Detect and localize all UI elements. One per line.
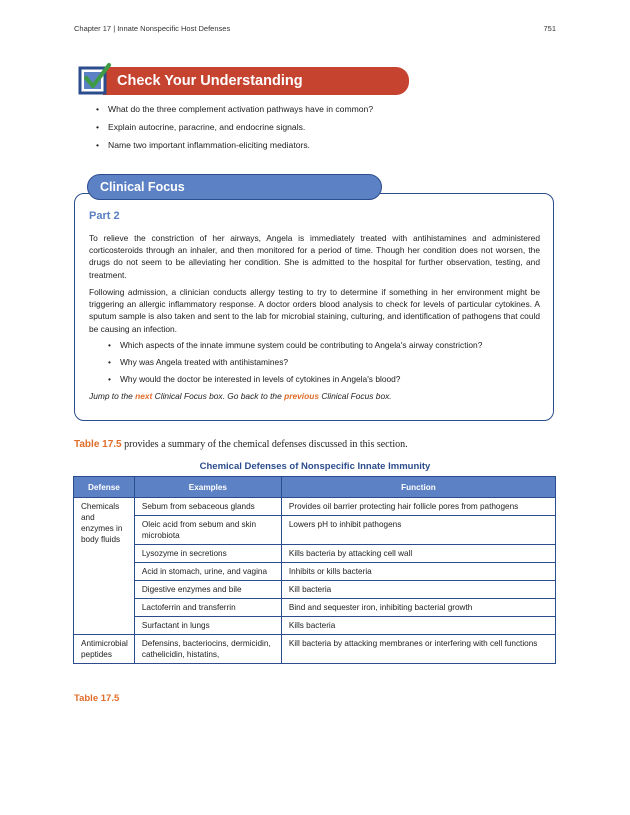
example-cell: Defensins, bacteriocins, dermicidin, cathelicidin, histatins, [134, 635, 281, 664]
table-row [74, 635, 556, 664]
clinical-focus-paragraph: Following admission, a clinician conducts allergy testing to try to determine if something in her environment might be triggering an allergic inflammatory response. A doctor orders blood analysis to check for levels of particular cytokines. A sputum sample is also taken and sent to the lab for microbial staining, culturing, and identification of pathogens that could be causing an infection. [89, 287, 540, 334]
table-reference-link[interactable]: Table 17.5 [74, 439, 122, 450]
list-item: • What do the three complement activation pathways have in common? [96, 104, 373, 122]
previous-link[interactable]: previous [284, 391, 319, 401]
table-row [74, 617, 556, 635]
check-understanding-list [96, 104, 373, 158]
checkbox-checkmark-icon [78, 62, 112, 96]
example-cell: Lactoferrin and transferrin [134, 599, 281, 617]
function-cell: Kills bacteria by attacking cell wall [281, 545, 555, 563]
example-cell: Surfactant in lungs [134, 617, 281, 635]
example-cell: Acid in stomach, urine, and vagina [134, 563, 281, 581]
column-header-defense: Defense [74, 477, 135, 498]
check-understanding-title: Check Your Understanding [117, 73, 303, 89]
table-row [74, 599, 556, 617]
function-cell: Bind and sequester iron, inhibiting bacterial growth [281, 599, 555, 617]
list-item: • Explain autocrine, paracrine, and endocrine signals. [96, 122, 373, 140]
function-cell: Kills bacteria [281, 617, 555, 635]
table-row [74, 563, 556, 581]
list-item: • Name two important inflammation-eliciting mediators. [96, 140, 373, 158]
table-header-row [74, 477, 556, 498]
column-header-examples: Examples [134, 477, 281, 498]
clinical-focus-navigation [89, 391, 392, 401]
defense-cell: Chemicals and enzymes in body fluids [74, 498, 135, 635]
jump-text: Jump to the [89, 391, 136, 401]
example-cell: Oleic acid from sebum and skin microbiota [134, 516, 281, 545]
example-cell: Digestive enzymes and bile [134, 581, 281, 599]
list-item: • Which aspects of the innate immune system could be contributing to Angela's airway constriction? [108, 340, 482, 357]
page-header [74, 24, 556, 33]
function-cell: Lowers pH to inhibit pathogens [281, 516, 555, 545]
table-intro [74, 439, 408, 450]
jump-text: Clinical Focus box. [319, 391, 392, 401]
list-item: • Why was Angela treated with antihistamines? [108, 357, 482, 374]
function-cell: Inhibits or kills bacteria [281, 563, 555, 581]
clinical-focus-title: Clinical Focus [100, 180, 185, 194]
table-row [74, 498, 556, 516]
table-row [74, 545, 556, 563]
example-cell: Lysozyme in secretions [134, 545, 281, 563]
table-intro-text: provides a summary of the chemical defenses discussed in this section. [121, 439, 408, 450]
column-header-function: Function [281, 477, 555, 498]
page-number: 751 [543, 24, 556, 33]
chemical-defenses-table [73, 476, 556, 664]
jump-text: Clinical Focus box. Go back to the [152, 391, 285, 401]
clinical-focus-part: Part 2 [89, 210, 120, 222]
table-caption: Table 17.5 [74, 693, 120, 704]
clinical-focus-paragraph: To relieve the constriction of her airways, Angela is immediately treated with antihistamines and administered corticosteroids through an inhaler, and then monitored for a period of time. Though her condition does not worsen, the drugs do not seem to be alleviating her condition. She is admitted to the hospital for further observation, testing, and treatment. [89, 233, 540, 280]
next-link[interactable]: next [135, 391, 153, 401]
list-item: • Why would the doctor be interested in levels of cytokines in Angela's blood? [108, 374, 482, 391]
table-title: Chemical Defenses of Nonspecific Innate Immunity [199, 461, 431, 472]
chapter-title: Chapter 17 | Innate Nonspecific Host Defenses [74, 24, 231, 33]
function-cell: Provides oil barrier protecting hair follicle pores from pathogens [281, 498, 555, 516]
clinical-focus-questions [108, 340, 482, 391]
defense-cell: Antimicrobial peptides [74, 635, 135, 664]
example-cell: Sebum from sebaceous glands [134, 498, 281, 516]
table-row [74, 516, 556, 545]
table-row [74, 581, 556, 599]
function-cell: Kill bacteria by attacking membranes or interfering with cell functions [281, 635, 555, 664]
function-cell: Kill bacteria [281, 581, 555, 599]
